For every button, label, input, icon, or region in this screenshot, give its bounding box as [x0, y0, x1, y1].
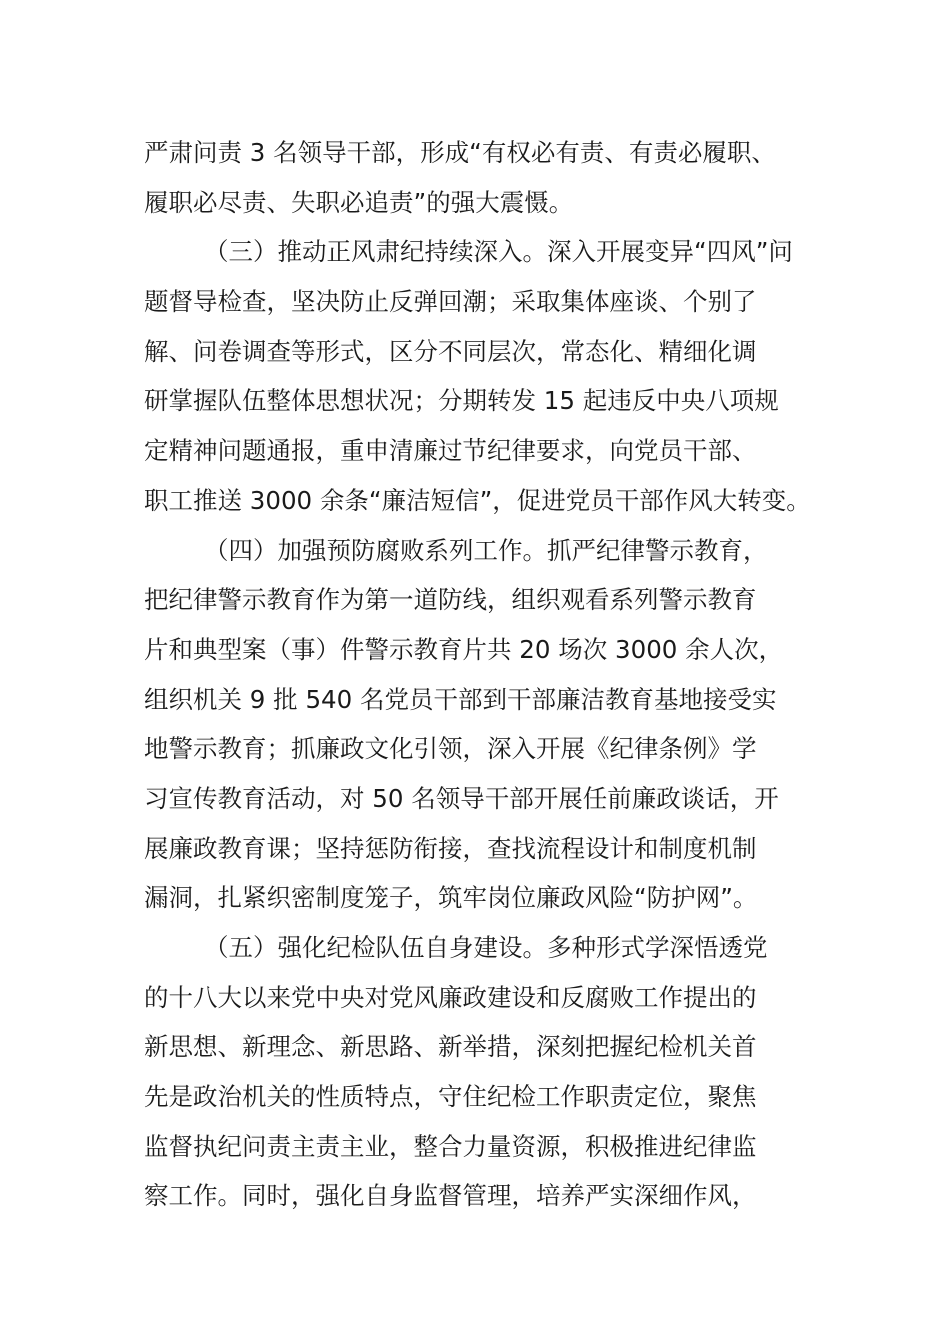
text-line: 先是政治机关的性质特点，守住纪检工作职责定位，聚焦	[144, 1082, 757, 1112]
text-line: 漏洞，扎紧织密制度笼子，筑牢岗位廉政风险“防护网”。	[144, 883, 758, 913]
text-line: 展廉政教育课；坚持惩防衔接，查找流程设计和制度机制	[144, 833, 757, 863]
text-line: 研掌握队伍整体思想状况；分期转发 15 起违反中央八项规	[144, 386, 779, 416]
text-line: 新思想、新理念、新思路、新举措，深刻把握纪检机关首	[144, 1032, 757, 1062]
text-line: 题督导检查，坚决防止反弹回潮；采取集体座谈、个别了	[144, 287, 757, 317]
text-line: 的十八大以来党中央对党风廉政建设和反腐败工作提出的	[144, 982, 757, 1012]
paragraph-4-heading-line: （四）加强预防腐败系列工作。抓严纪律警示教育，	[204, 535, 768, 565]
paragraph-5-heading-line: （五）强化纪检队伍自身建设。多种形式学深悟透党	[204, 933, 768, 962]
text-line: 组织机关 9 批 540 名党员干部到干部廉洁教育基地接受实	[144, 684, 777, 714]
text-line: 职工推送 3000 余条“廉洁短信”，促进党员干部作风大转变。	[144, 485, 811, 515]
text-line: 严肃问责 3 名领导干部，形成“有权必有责、有责必履职、	[144, 138, 776, 167]
text-line: 地警示教育；抓廉政文化引领，深入开展《纪律条例》学	[144, 734, 757, 764]
text-line: 察工作。同时，强化自身监督管理，培养严实深细作风，	[144, 1181, 757, 1211]
text-line: 履职必尽责、失职必追责”的强大震慑。	[144, 187, 574, 217]
paragraph-3-heading-line: （三）推动正风肃纪持续深入。深入开展变异“四风”问	[204, 237, 793, 267]
text-line: 片和典型案（事）件警示教育片共 20 场次 3000 余人次，	[144, 634, 784, 664]
text-line: 解、问卷调查等形式，区分不同层次，常态化、精细化调	[144, 336, 757, 366]
text-line: 把纪律警示教育作为第一道防线，组织观看系列警示教育	[144, 585, 757, 615]
text-line: 监督执纪问责主责主业，整合力量资源，积极推进纪律监	[144, 1131, 757, 1161]
body-text	[144, 128, 812, 1221]
text-line: 定精神问题通报，重申清廉过节纪律要求，向党员干部、	[144, 436, 757, 466]
text-line: 习宣传教育活动，对 50 名领导干部开展任前廉政谈话，开	[144, 783, 779, 813]
